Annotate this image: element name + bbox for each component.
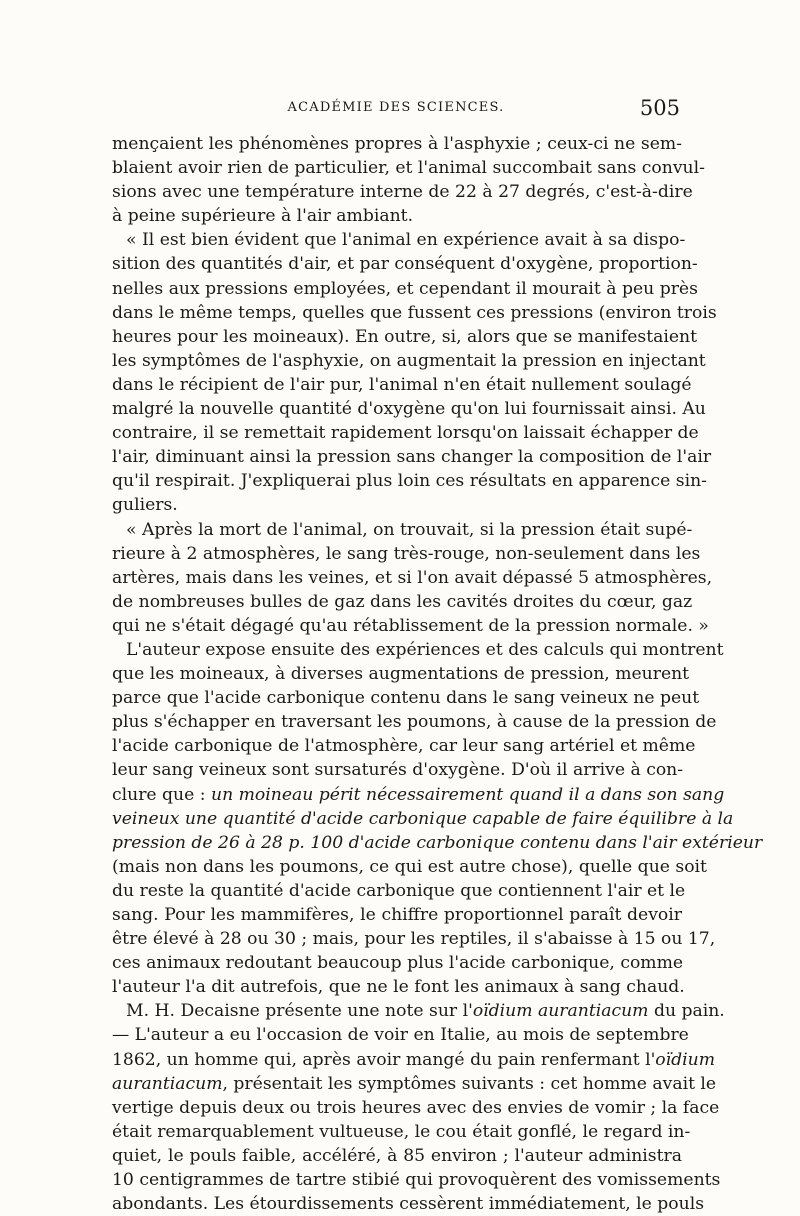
- text-line: [112, 927, 716, 951]
- text-line: [112, 204, 682, 228]
- text-span: L'auteur expose ensuite des expériences et des calculs qui montrent: [126, 639, 724, 660]
- text-line: [112, 903, 682, 927]
- text-line: [112, 277, 698, 301]
- text-line: [112, 662, 690, 686]
- italic-span: aurantiacum: [112, 1073, 223, 1094]
- text-line: [112, 807, 734, 831]
- text-line: [112, 1144, 682, 1168]
- text-line: [112, 373, 692, 397]
- text-span: malgré la nouvelle quantité d'oxygène qu'on lui fournissait ainsi. Au: [112, 399, 706, 420]
- text-line: [112, 1096, 720, 1120]
- italic-span: veineux une quantité d'acide carbonique capable de faire équilibre à la: [112, 808, 734, 829]
- text-span: , présentait les symptômes suivants : cet homme avait le: [222, 1073, 717, 1094]
- text-line: [112, 590, 693, 614]
- italic-span: oïdium: [655, 1049, 716, 1070]
- text-span: l'acide carbonique de l'atmosphère, car leur sang artériel et même: [112, 736, 696, 757]
- text-span: l'air, diminuant ainsi la pression sans changer la composition de l'air: [112, 447, 712, 468]
- text-span: sang. Pour les mammifères, le chiffre proportionnel paraît devoir: [112, 905, 682, 925]
- text-span: du reste la quantité d'acide carbonique que contiennent l'air et le: [112, 880, 686, 901]
- text-line: [112, 349, 706, 373]
- text-span: rieure à 2 atmosphères, le sang très-rouge, non-seulement dans les: [112, 543, 701, 564]
- text-line: [112, 783, 725, 807]
- text-line: [112, 445, 712, 469]
- text-line: [112, 951, 682, 975]
- text-line: [112, 614, 709, 638]
- text-span: 1862, un homme qui, après avoir mangé du pain renfermant l': [112, 1049, 656, 1070]
- text-span: nelles aux pressions employées, et cependant il mourait à peu près: [112, 278, 698, 299]
- text-span: être élevé à 28 ou 30 ; mais, pour les reptiles, il s'abaisse à 15 ou 17,: [112, 929, 716, 950]
- running-head: ACADÉMIE DES SCIENCES.: [287, 100, 505, 115]
- text-span: « Il est bien évident que l'animal en expérience avait à sa dispo-: [126, 230, 686, 251]
- text-line: [112, 999, 725, 1023]
- text-line: [112, 566, 713, 590]
- text-span: guliers.: [112, 495, 178, 516]
- text-span: 10 centigrammes de tartre stibié qui provoquèrent des vomissements: [112, 1170, 721, 1191]
- text-span: mençaient les phénomènes propres à l'asphyxie ; ceux-ci ne sem-: [112, 134, 682, 154]
- text-span: que les moineaux, à diverses augmentations de pression, meurent: [112, 664, 690, 685]
- text-span: parce que l'acide carbonique contenu dans le sang veineux ne peut: [112, 688, 700, 709]
- page-header: [112, 96, 680, 124]
- text-span: quiet, le pouls faible, accéléré, à 85 environ ; l'auteur administra: [112, 1145, 682, 1166]
- text-span: à peine supérieure à l'air ambiant.: [112, 206, 414, 227]
- text-line: [112, 855, 707, 879]
- text-span: sition des quantités d'air, et par conséquent d'oxygène, proportion-: [112, 254, 698, 275]
- body-text: [112, 132, 763, 1216]
- text-span: l'auteur l'a dit autrefois, que ne le font les animaux à sang chaud.: [112, 977, 685, 998]
- text-line: [112, 831, 763, 855]
- text-line: [112, 1048, 716, 1072]
- text-line: [112, 421, 699, 445]
- text-line: [112, 710, 717, 734]
- italic-span: pression de 26 à 28 p. 100 d'acide carbonique contenu dans l'air extérieur: [112, 832, 763, 853]
- text-line: [112, 132, 682, 156]
- text-line: [112, 975, 685, 999]
- text-line: [112, 518, 693, 542]
- text-line: [112, 1023, 689, 1047]
- text-line: [112, 493, 682, 517]
- text-span: « Après la mort de l'animal, on trouvait, si la pression était supé-: [126, 519, 693, 540]
- text-line: [112, 397, 706, 421]
- text-line: [112, 156, 705, 180]
- italic-span: un moineau périt nécessairement quand il a dans son sang: [211, 784, 725, 805]
- text-line: [112, 180, 693, 204]
- text-line: [112, 228, 686, 252]
- text-line: [112, 734, 696, 758]
- text-span: dans le récipient de l'air pur, l'animal n'en était nullement soulagé: [112, 374, 692, 395]
- text-span: du pain.: [648, 1001, 725, 1022]
- text-line: [112, 325, 698, 349]
- text-line: [112, 686, 700, 710]
- text-span: les symptômes de l'asphyxie, on augmentait la pression en injectant: [112, 350, 706, 371]
- text-line: [112, 542, 701, 566]
- text-span: artères, mais dans les veines, et si l'on avait dépassé 5 atmosphères,: [112, 567, 713, 588]
- text-span: qu'il respirait. J'expliquerai plus loin ces résultats en apparence sin-: [112, 471, 707, 492]
- text-span: sions avec une température interne de 22 à 27 degrés, c'est-à-dire: [112, 182, 693, 203]
- text-line: [112, 1072, 717, 1096]
- text-span: plus s'échapper en traversant les poumons, à cause de la pression de: [112, 712, 717, 733]
- text-span: heures pour les moineaux). En outre, si, alors que se manifestaient: [112, 326, 698, 347]
- text-line: [112, 1168, 721, 1192]
- text-line: [112, 1192, 705, 1216]
- text-line: [112, 252, 698, 276]
- text-span: leur sang veineux sont sursaturés d'oxygène. D'où il arrive à con-: [112, 760, 684, 781]
- text-span: qui ne s'était dégagé qu'au rétablissement de la pression normale. »: [112, 615, 709, 636]
- page-number: 505: [639, 96, 680, 120]
- text-line: [112, 1120, 691, 1144]
- text-span: contraire, il se remettait rapidement lorsqu'on laissait échapper de: [112, 423, 699, 444]
- text-span: (mais non dans les poumons, ce qui est autre chose), quelle que soit: [112, 856, 707, 877]
- text-span: abondants. Les étourdissements cessèrent immédiatement, le pouls: [112, 1194, 705, 1215]
- text-span: ces animaux redoutant beaucoup plus l'acide carbonique, comme: [112, 953, 684, 974]
- text-span: clure que :: [112, 784, 212, 805]
- text-line: [112, 758, 682, 782]
- italic-span: oïdium aurantiacum: [472, 1001, 649, 1022]
- text-span: blaient avoir rien de particulier, et l'animal succombait sans convul-: [112, 158, 705, 179]
- text-line: [112, 879, 686, 903]
- text-line: [112, 469, 707, 493]
- text-span: — L'auteur a eu l'occasion de voir en Italie, au mois de septembre: [112, 1025, 689, 1046]
- text-span: M. H. Decaisne présente une note sur l': [126, 1001, 473, 1022]
- text-span: était remarquablement vultueuse, le cou était gonflé, le regard in-: [112, 1121, 691, 1142]
- text-line: [112, 301, 717, 325]
- text-span: dans le même temps, quelles que fussent ces pressions (environ trois: [112, 302, 717, 323]
- text-span: de nombreuses bulles de gaz dans les cavités droites du cœur, gaz: [112, 591, 693, 612]
- text-line: [112, 638, 724, 662]
- text-span: vertige depuis deux ou trois heures avec des envies de vomir ; la face: [112, 1097, 720, 1118]
